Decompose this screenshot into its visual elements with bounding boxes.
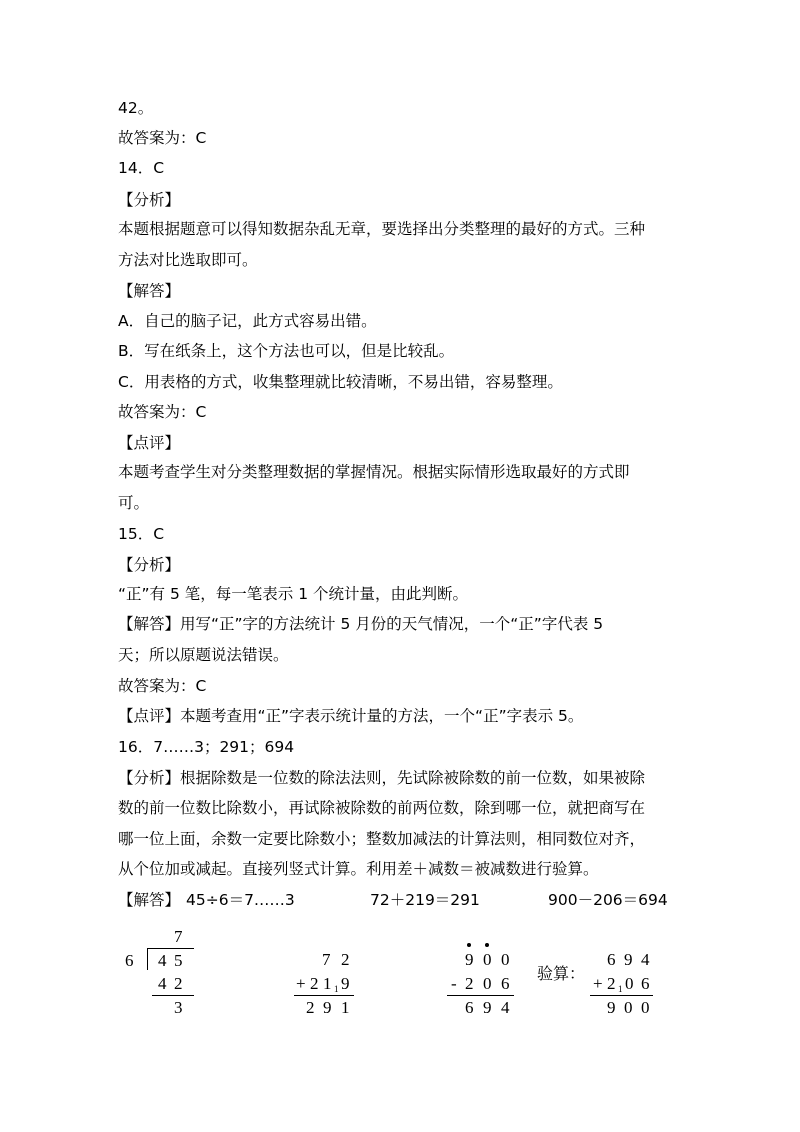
quotient-digit: 7 [174, 927, 183, 946]
check-digit: 0 [625, 974, 634, 993]
addend-digit: 2 [310, 974, 319, 993]
plus-sign: + [296, 974, 306, 993]
text-line: 故答案为：C [118, 403, 207, 421]
text-line: 本题考查学生对分类整理数据的掌握情况。根据实际情形选取最好的方式即 [118, 463, 630, 481]
text-line: 方法对比选取即可。 [118, 251, 258, 269]
minuend-digit: 9 [465, 950, 474, 969]
sum-digit: 9 [323, 998, 332, 1017]
check-result-digit: 9 [607, 998, 616, 1017]
check-digit: 6 [607, 950, 616, 969]
product-digit: 2 [174, 974, 183, 993]
text-line: A．自己的脑子记，此方式容易出错。 [118, 312, 377, 330]
product-digit: 4 [158, 974, 167, 993]
divisor-digit: 6 [125, 951, 134, 970]
addend-digit: 9 [341, 974, 350, 993]
equation-division: 45÷6＝7……3 [186, 891, 295, 909]
text-line: 本题根据题意可以得知数据杂乱无章，要选择出分类整理的最好的方式。三种 [118, 220, 646, 238]
check-digit: 2 [607, 974, 616, 993]
subtract-line [152, 995, 194, 996]
minuend-digit: 0 [483, 950, 492, 969]
text-line: B．写在纸条上，这个方法也可以，但是比较乱。 [118, 342, 455, 360]
borrow-dot [467, 943, 471, 947]
question-number: 16．7……3；291；694 [118, 738, 295, 756]
check-line [590, 995, 653, 996]
text-line: 故答案为：C [118, 677, 207, 695]
text-line: 可。 [118, 494, 150, 512]
minuend-digit: 0 [501, 950, 510, 969]
check-label: 验算： [537, 964, 586, 983]
dividend-digit: 5 [174, 951, 183, 970]
text-line: 【点评】本题考查用“正”字表示统计量的方法，一个“正”字表示 5。 [118, 707, 584, 725]
text-line: 哪一位上面，余数一定要比除数小；整数加减法的计算法则，相同数位对齐， [118, 830, 646, 848]
difference-line [447, 995, 514, 996]
addend-digit: 7 [322, 950, 331, 969]
borrow-dot [485, 943, 489, 947]
section-heading: 【点评】 [118, 434, 181, 452]
text-line: 数的前一位数比除数小，再试除被除数的前两位数，除到哪一位，就把商写在 [118, 799, 646, 817]
sum-digit: 2 [306, 998, 315, 1017]
minus-sign: - [451, 974, 457, 993]
equation-subtraction: 900－206＝694 [548, 891, 668, 909]
sum-line [294, 995, 354, 996]
text-line: 【分析】根据除数是一位数的除法法则，先试除被除数的前一位数，如果被除 [118, 769, 646, 787]
sum-digit: 1 [341, 998, 350, 1017]
difference-digit: 9 [483, 998, 492, 1017]
answer-label: 【解答】 [118, 891, 181, 909]
section-heading: 【分析】 [118, 556, 181, 574]
check-digit: 6 [641, 974, 650, 993]
equation-addition: 72＋219＝291 [370, 891, 480, 909]
difference-digit: 6 [465, 998, 474, 1017]
check-digit: 4 [641, 950, 650, 969]
check-digit: 9 [624, 950, 633, 969]
difference-digit: 4 [501, 998, 510, 1017]
dividend-digit: 4 [158, 951, 167, 970]
plus-sign: + [593, 974, 603, 993]
division-bar [147, 948, 194, 949]
carry-digit: 1 [618, 984, 623, 994]
text-line: 故答案为：C [118, 129, 207, 147]
subtrahend-digit: 0 [483, 974, 492, 993]
subtrahend-digit: 6 [501, 974, 510, 993]
text-line: 42。 [118, 99, 154, 117]
check-result-digit: 0 [641, 998, 650, 1017]
question-number: 15．C [118, 525, 165, 543]
text-line: 天；所以原题说法错误。 [118, 646, 289, 664]
section-heading: 【解答】 [118, 282, 181, 300]
division-bracket [147, 948, 148, 970]
subtrahend-digit: 2 [465, 974, 474, 993]
carry-digit: 1 [334, 984, 339, 994]
text-line: 【解答】用写“正”字的方法统计 5 月份的天气情况，一个“正”字代表 5 [118, 615, 604, 633]
question-number: 14．C [118, 159, 165, 177]
check-result-digit: 0 [624, 998, 633, 1017]
remainder-digit: 3 [174, 998, 183, 1017]
addend-digit: 2 [341, 950, 350, 969]
addend-digit: 1 [323, 974, 332, 993]
text-line: C．用表格的方式，收集整理就比较清晰，不易出错，容易整理。 [118, 373, 563, 391]
text-line: “正”有 5 笔，每一笔表示 1 个统计量，由此判断。 [118, 585, 468, 603]
section-heading: 【分析】 [118, 191, 181, 209]
text-line: 从个位加或减起。直接列竖式计算。利用差＋减数＝被减数进行验算。 [118, 860, 599, 878]
